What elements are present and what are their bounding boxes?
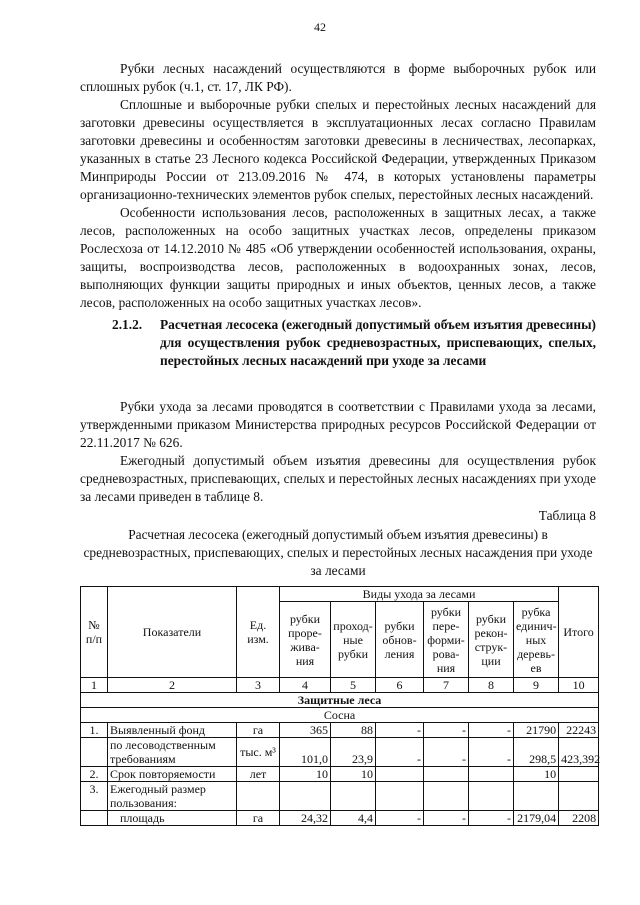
col-number: 9	[514, 678, 559, 693]
row-num-empty	[81, 811, 108, 826]
header-type: рубки пере-форми-рова-ния	[424, 602, 469, 678]
species-row: Сосна	[81, 708, 599, 723]
header-type: рубки рекон-струк-ции	[469, 602, 514, 678]
cell: -	[376, 738, 424, 767]
cell: 10	[514, 767, 559, 782]
row-label: Выявленный фонд	[108, 723, 237, 738]
col-number: 10	[559, 678, 599, 693]
header-type: рубки обнов-ления	[376, 602, 424, 678]
row-num: 2.	[81, 767, 108, 782]
cell	[424, 782, 469, 811]
cell: 22243	[559, 723, 599, 738]
section-title: Расчетная лесосека (ежегодный допустимый объем изъятия древесины) для осуществления рубок средневозрастных, приспевающих, спелых, перестойных лесных насаждений при уходе за лесами	[160, 317, 596, 368]
cell: 4,4	[331, 811, 376, 826]
col-number: 1	[81, 678, 108, 693]
row-unit: га	[237, 723, 280, 738]
col-number: 8	[469, 678, 514, 693]
cell: -	[469, 723, 514, 738]
row-unit: тыс. м³	[237, 738, 280, 767]
cell	[376, 782, 424, 811]
col-number: 5	[331, 678, 376, 693]
cell: 10	[280, 767, 331, 782]
cell: -	[376, 723, 424, 738]
cell: 23,9	[331, 738, 376, 767]
row-num-empty	[81, 738, 108, 767]
cell: -	[469, 811, 514, 826]
section-number: 2.1.2.	[112, 317, 143, 332]
header-total: Итого	[559, 587, 599, 678]
row-label: площадь	[108, 811, 237, 826]
paragraph: Сплошные и выборочные рубки спелых и перестойных лесных насаждений для заготовки древесины осуществляется в эксплуатационных лесах согласно Правилам заготовки древесины и особенностям заготовки древесины в лесничествах, лесопарках, указанных в статье 23 Лесного кодекса Российской Федерации, утвержденных Приказом Минприроды России от 213.09.2016 № 474, в которых установлены параметры организационно-технических элементов рубок спелых, перестойных лесных насаждений.	[80, 97, 596, 202]
cell	[469, 782, 514, 811]
row-num: 3.	[81, 782, 108, 811]
header-type: рубка единич-ных деревь-ев	[514, 602, 559, 678]
cell	[559, 767, 599, 782]
row-label: Срок повторяемости	[108, 767, 237, 782]
header-type: рубки проре-жива-ния	[280, 602, 331, 678]
cell: 10	[331, 767, 376, 782]
cell	[280, 782, 331, 811]
cell	[469, 767, 514, 782]
row-num: 1.	[81, 723, 108, 738]
cell	[424, 767, 469, 782]
cell	[237, 782, 280, 811]
header-type: проход-ные рубки	[331, 602, 376, 678]
cell: 21790	[514, 723, 559, 738]
col-number: 6	[376, 678, 424, 693]
cell: -	[376, 811, 424, 826]
cell: 24,32	[280, 811, 331, 826]
section-row-protective: Защитные леса	[81, 693, 599, 708]
paragraph: Рубки ухода за лесами проводятся в соответствии с Правилами ухода за лесами, утвержденными приказом Министерства природных ресурсов Российской Федерации от 22.11.2017 № 626.	[80, 399, 596, 450]
header-indicator: Показатели	[108, 587, 237, 678]
paragraph: Особенности использования лесов, расположенных в защитных лесах, а также лесов, расположенных на особо защитных участках лесов, определены приказом Рослесхоза от 14.12.2010 № 485 «Об утверждении особенностей использования, охраны, защиты, воспроизводства лесов, расположенных в водоохранных зонах, лесов, выполняющих функции защиты природных и иных объектов, ценных лесов, а также лесов, расположенных на особо защитных участках лесов».	[80, 205, 596, 310]
intro-text	[80, 60, 596, 312]
table-title: Расчетная лесосека (ежегодный допустимый объем изъятия древесины) в средневозрастных, приспевающих, спелых и перестойных лесных насаждения при уходе за лесами	[83, 527, 593, 578]
cell: -	[424, 723, 469, 738]
header-care-types: Виды ухода за лесами	[280, 587, 559, 602]
cell: 2179,04	[514, 811, 559, 826]
cell: -	[469, 738, 514, 767]
cell: 365	[280, 723, 331, 738]
cell: 101,0	[280, 738, 331, 767]
row-label: Ежегодный размер пользования:	[108, 782, 237, 811]
cell: 2208	[559, 811, 599, 826]
col-number: 4	[280, 678, 331, 693]
section-heading	[112, 316, 596, 370]
cell	[331, 782, 376, 811]
paragraph: Рубки лесных насаждений осуществляются в форме выборочных рубок или сплошных рубок (ч.1, ст. 17, ЛК РФ).	[80, 61, 596, 94]
header-unit: Ед. изм.	[237, 587, 280, 678]
col-number: 2	[108, 678, 237, 693]
cell	[514, 782, 559, 811]
col-number: 3	[237, 678, 280, 693]
table-caption: Таблица 8	[538, 508, 596, 523]
cell: 298,5	[514, 738, 559, 767]
cell: 423,392	[559, 738, 599, 767]
allowable-cut-table	[80, 586, 599, 826]
body-text	[80, 398, 596, 506]
cell: -	[424, 811, 469, 826]
row-unit: лет	[237, 767, 280, 782]
row-unit: га	[237, 811, 280, 826]
paragraph: Ежегодный допустимый объем изъятия древесины для осуществления рубок средневозрастных, приспевающих, спелых и перестойных лесных насаждениях при уходе за лесами приведен в таблице 8.	[80, 453, 596, 504]
cell: 88	[331, 723, 376, 738]
row-label: по лесоводственным требованиям	[108, 738, 237, 767]
cell	[559, 782, 599, 811]
col-number: 7	[424, 678, 469, 693]
cell	[376, 767, 424, 782]
header-num: № п/п	[81, 587, 108, 678]
cell: -	[424, 738, 469, 767]
page-number: 42	[314, 20, 326, 34]
